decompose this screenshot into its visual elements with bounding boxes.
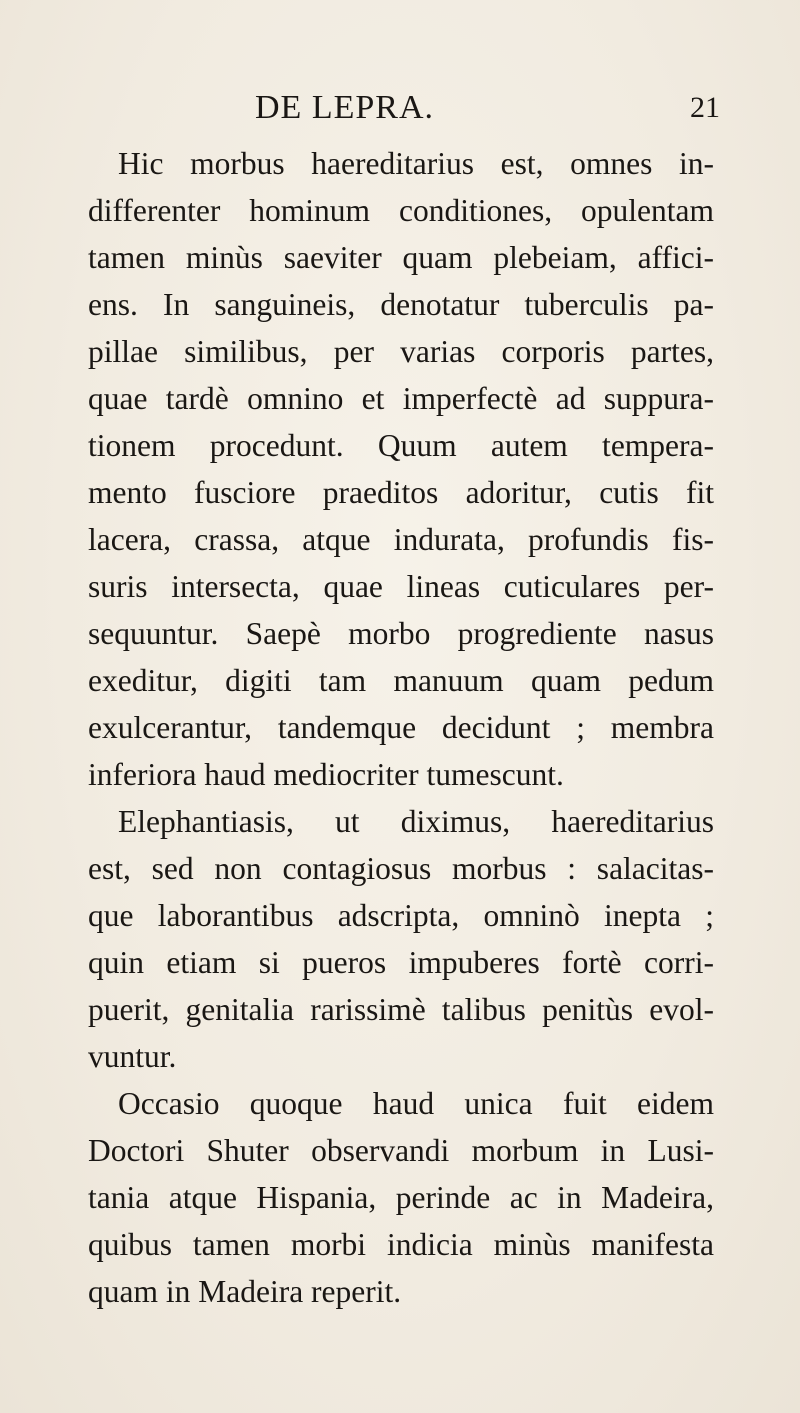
text-line: vuntur. bbox=[88, 1039, 177, 1074]
text-line: tionem procedunt. Quum autem tempera- bbox=[88, 428, 714, 463]
text-line: Occasio quoque haud unica fuit eidem bbox=[118, 1086, 714, 1121]
paragraph bbox=[88, 1080, 714, 1315]
text-line: quam in Madeira reperit. bbox=[88, 1274, 402, 1309]
text-line: est, sed non contagiosus morbus : salacitas- bbox=[88, 851, 714, 886]
text-line: que laborantibus adscripta, omninò inepta ; bbox=[88, 898, 714, 933]
text-line: Doctori Shuter observandi morbum in Lusi- bbox=[88, 1133, 714, 1168]
text-line: tania atque Hispania, perinde ac in Madeira, bbox=[88, 1180, 714, 1215]
running-title: DE LEPRA. bbox=[255, 89, 434, 126]
paragraph bbox=[88, 798, 714, 1080]
text-line: pillae similibus, per varias corporis partes, bbox=[88, 334, 714, 369]
text-line: sequuntur. Saepè morbo progrediente nasus bbox=[88, 616, 714, 651]
text-line: ens. In sanguineis, denotatur tuberculis pa- bbox=[88, 287, 714, 322]
text-line: suris intersecta, quae lineas cuticulares per- bbox=[88, 569, 714, 604]
text-line: quae tardè omnino et imperfectè ad suppura- bbox=[88, 381, 714, 416]
body-text bbox=[88, 140, 714, 1315]
text-line: Hic morbus haereditarius est, omnes in- bbox=[118, 146, 714, 181]
text-line: differenter hominum conditiones, opulentam bbox=[88, 193, 714, 228]
text-line: quin etiam si pueros impuberes fortè corri- bbox=[88, 945, 714, 980]
text-line: mento fusciore praeditos adoritur, cutis fit bbox=[88, 475, 714, 510]
text-line: inferiora haud mediocriter tumescunt. bbox=[88, 757, 564, 792]
text-line: puerit, genitalia rarissimè talibus penitùs evol- bbox=[88, 992, 714, 1027]
page-number: 21 bbox=[690, 91, 720, 124]
text-line: exulcerantur, tandemque decidunt ; membra bbox=[88, 710, 714, 745]
text-line: Elephantiasis, ut diximus, haereditarius bbox=[118, 804, 714, 839]
text-line: tamen minùs saeviter quam plebeiam, affici- bbox=[88, 240, 714, 275]
running-head bbox=[0, 86, 800, 126]
text-line: quibus tamen morbi indicia minùs manifesta bbox=[88, 1227, 714, 1262]
paragraph bbox=[88, 140, 714, 798]
text-line: lacera, crassa, atque indurata, profundis fis- bbox=[88, 522, 714, 557]
text-line: exeditur, digiti tam manuum quam pedum bbox=[88, 663, 714, 698]
